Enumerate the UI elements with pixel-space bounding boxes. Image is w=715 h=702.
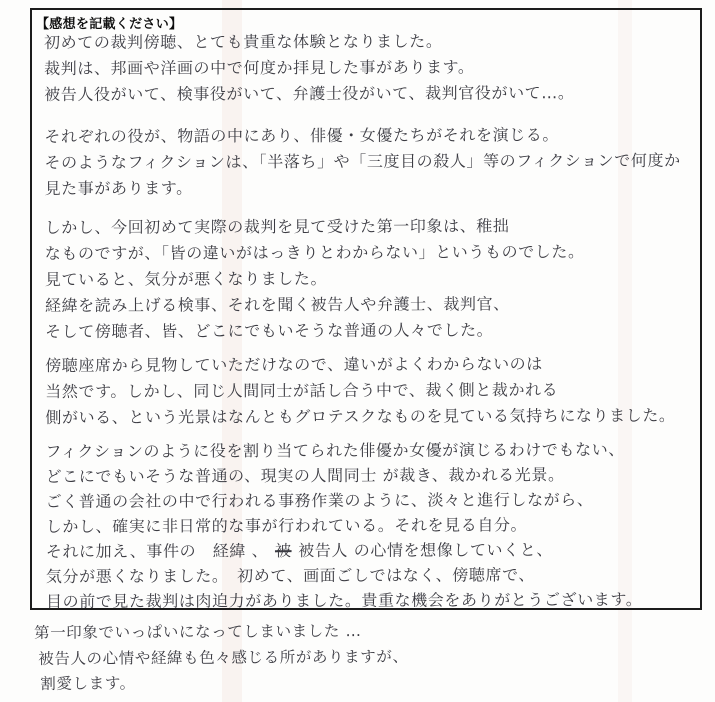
- handwritten-line: 初めての裁判傍聴、とても貴重な体験となりました。: [44, 31, 443, 52]
- handwritten-response: [44, 28, 698, 614]
- postscript-line: 第一印象でいっぱいになってしまいました …: [34, 621, 362, 642]
- handwritten-line: なものですが、「皆の違いがはっきりとわからない」というものでした。: [44, 242, 585, 263]
- handwritten-paragraph: [45, 351, 697, 431]
- handwritten-line: どこにでもいそうな普通の、現実の人間同士 が裁き、裁かれる光景。: [45, 465, 565, 486]
- handwritten-paragraph: [45, 437, 698, 614]
- feedback-form-box: [30, 8, 702, 610]
- handwritten-line: そして傍聴者、皆、どこにでもいそうな普通の人々でした。: [45, 320, 494, 341]
- strike-line-pre-text: それに加え、事件の 経緯 、: [45, 541, 274, 561]
- handwritten-line: 傍聴座席から見物していただけなので、違いがよくわからないのは: [45, 354, 543, 375]
- handwritten-line: フィクションのように役を割り当てられた俳優か女優が演じるわけでもない、: [45, 439, 625, 461]
- postscript-line: 割愛します。: [40, 674, 136, 693]
- strike-line-post-text: 被告人 の心情を想像していくと、: [292, 540, 553, 561]
- handwritten-line: 気分が悪くなりました。 初めて、画面ごしではなく、傍聴席で、: [45, 565, 535, 586]
- handwritten-line: 経緯を読み上げる検事、それを聞く被告人や弁護士、裁判官、: [44, 294, 510, 315]
- postscript-line: 被告人の心情や経緯も色々感じる所がありますが、: [38, 647, 409, 668]
- handwritten-line: 目の前で見た裁判は肉迫力がありました。貴重な機会をありがとうございます。: [45, 589, 643, 611]
- handwritten-line: 見た事があります。: [44, 178, 193, 198]
- postscript-note: [30, 619, 409, 698]
- struck-out-text: 被: [274, 541, 292, 561]
- handwritten-paragraph: [44, 28, 696, 108]
- handwritten-line: そのようなフィクションは、「半落ち」や「三度目の殺人」等のフィクションで何度か: [44, 150, 681, 172]
- handwritten-line-with-strikeout: [46, 537, 698, 564]
- handwritten-line: 被告人役がいて、検事役がいて、弁護士役がいて、裁判官役がいて…。: [44, 83, 575, 104]
- handwritten-line: ごく普通の会社の中で行われる事務作業のように、淡々と進行しながら、: [45, 490, 594, 511]
- handwritten-line: 見ていると、気分が悪くなりました。: [44, 269, 328, 289]
- handwritten-line: それぞれの役が、物語の中にあり、俳優・女優たちがそれを演じる。: [44, 125, 560, 146]
- handwritten-paragraph: [45, 213, 697, 345]
- handwritten-line: 当然です。しかし、同じ人間同士が話し合う中で、裁く側と裁かれる: [45, 380, 559, 401]
- handwritten-paragraph: [44, 122, 696, 202]
- handwritten-line: 裁判は、邦画や洋画の中で何度か拝見した事があります。: [44, 57, 475, 78]
- handwritten-line: 側がいる、という光景はなんともグロテスクなものを見ている気持ちになりました。: [45, 405, 676, 427]
- handwritten-line: しかし、確実に非日常的な事が行われている。それを見る自分。: [45, 515, 528, 536]
- form-instruction-label: 【感想を記載ください】: [36, 16, 183, 31]
- handwritten-line: しかし、今回初めて実際の裁判を見て受けた第一印象は、稚拙: [44, 216, 510, 237]
